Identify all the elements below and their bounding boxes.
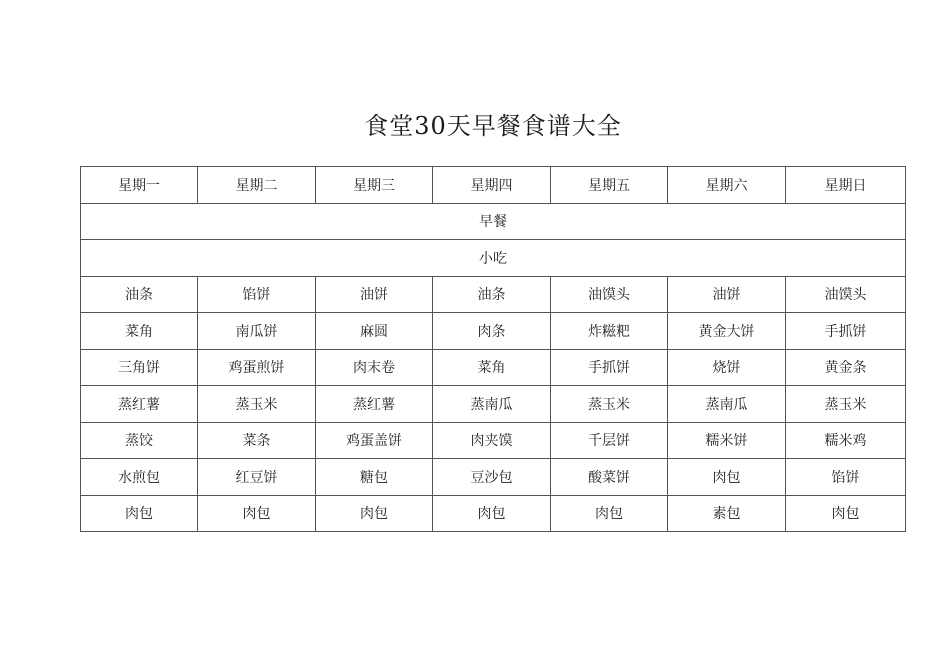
day-header-cell: 星期五 [551,167,668,204]
menu-cell: 油条 [81,276,198,313]
menu-cell: 千层饼 [551,422,668,459]
menu-cell: 手抓饼 [551,349,668,386]
day-header-cell: 星期四 [433,167,551,204]
meal-label-row [81,203,906,240]
menu-cell: 素包 [668,495,786,532]
table-row [81,422,906,459]
menu-cell: 馅饼 [786,459,906,496]
day-header-cell: 星期三 [316,167,433,204]
menu-cell: 油馍头 [786,276,906,313]
menu-cell: 肉包 [316,495,433,532]
menu-cell: 豆沙包 [433,459,551,496]
menu-cell: 肉末卷 [316,349,433,386]
menu-cell: 菜角 [433,349,551,386]
menu-cell: 蒸红薯 [316,386,433,423]
menu-cell: 麻圆 [316,313,433,350]
menu-cell: 南瓜饼 [198,313,316,350]
menu-cell: 糯米鸡 [786,422,906,459]
menu-cell: 蒸南瓜 [433,386,551,423]
day-header-row [81,167,906,204]
page-title: 食堂30天早餐食谱大全 [364,112,622,140]
day-header-cell: 星期一 [81,167,198,204]
menu-cell: 肉包 [668,459,786,496]
menu-cell: 肉包 [433,495,551,532]
menu-cell: 酸菜饼 [551,459,668,496]
table-row [81,349,906,386]
menu-cell: 馅饼 [198,276,316,313]
menu-cell: 油条 [433,276,551,313]
menu-cell: 油饼 [316,276,433,313]
table-row [81,313,906,350]
menu-cell: 肉包 [551,495,668,532]
menu-cell: 肉夹馍 [433,422,551,459]
breakfast-menu-table [80,166,906,532]
table-row [81,459,906,496]
menu-cell: 肉包 [81,495,198,532]
day-header-cell: 星期日 [786,167,906,204]
table-row [81,386,906,423]
menu-cell: 红豆饼 [198,459,316,496]
day-header-cell: 星期六 [668,167,786,204]
menu-cell: 糯米饼 [668,422,786,459]
menu-cell: 肉包 [786,495,906,532]
category-label-row [81,240,906,277]
category-label-cell: 小吃 [81,240,906,277]
menu-cell: 黄金条 [786,349,906,386]
menu-cell: 肉包 [198,495,316,532]
menu-cell: 肉条 [433,313,551,350]
menu-cell: 蒸玉米 [198,386,316,423]
menu-cell: 手抓饼 [786,313,906,350]
menu-cell: 水煎包 [81,459,198,496]
menu-cell: 菜角 [81,313,198,350]
menu-cell: 蒸红薯 [81,386,198,423]
menu-cell: 鸡蛋煎饼 [198,349,316,386]
meal-label-cell: 早餐 [81,203,906,240]
menu-cell: 鸡蛋盖饼 [316,422,433,459]
menu-cell: 蒸玉米 [786,386,906,423]
menu-cell: 糖包 [316,459,433,496]
menu-cell: 炸糍粑 [551,313,668,350]
table-row [81,495,906,532]
menu-cell: 蒸饺 [81,422,198,459]
menu-cell: 烧饼 [668,349,786,386]
menu-cell: 黄金大饼 [668,313,786,350]
menu-cell: 蒸玉米 [551,386,668,423]
menu-cell: 菜条 [198,422,316,459]
menu-cell: 油馍头 [551,276,668,313]
menu-cell: 油饼 [668,276,786,313]
menu-cell: 三角饼 [81,349,198,386]
menu-cell: 蒸南瓜 [668,386,786,423]
day-header-cell: 星期二 [198,167,316,204]
table-row [81,276,906,313]
